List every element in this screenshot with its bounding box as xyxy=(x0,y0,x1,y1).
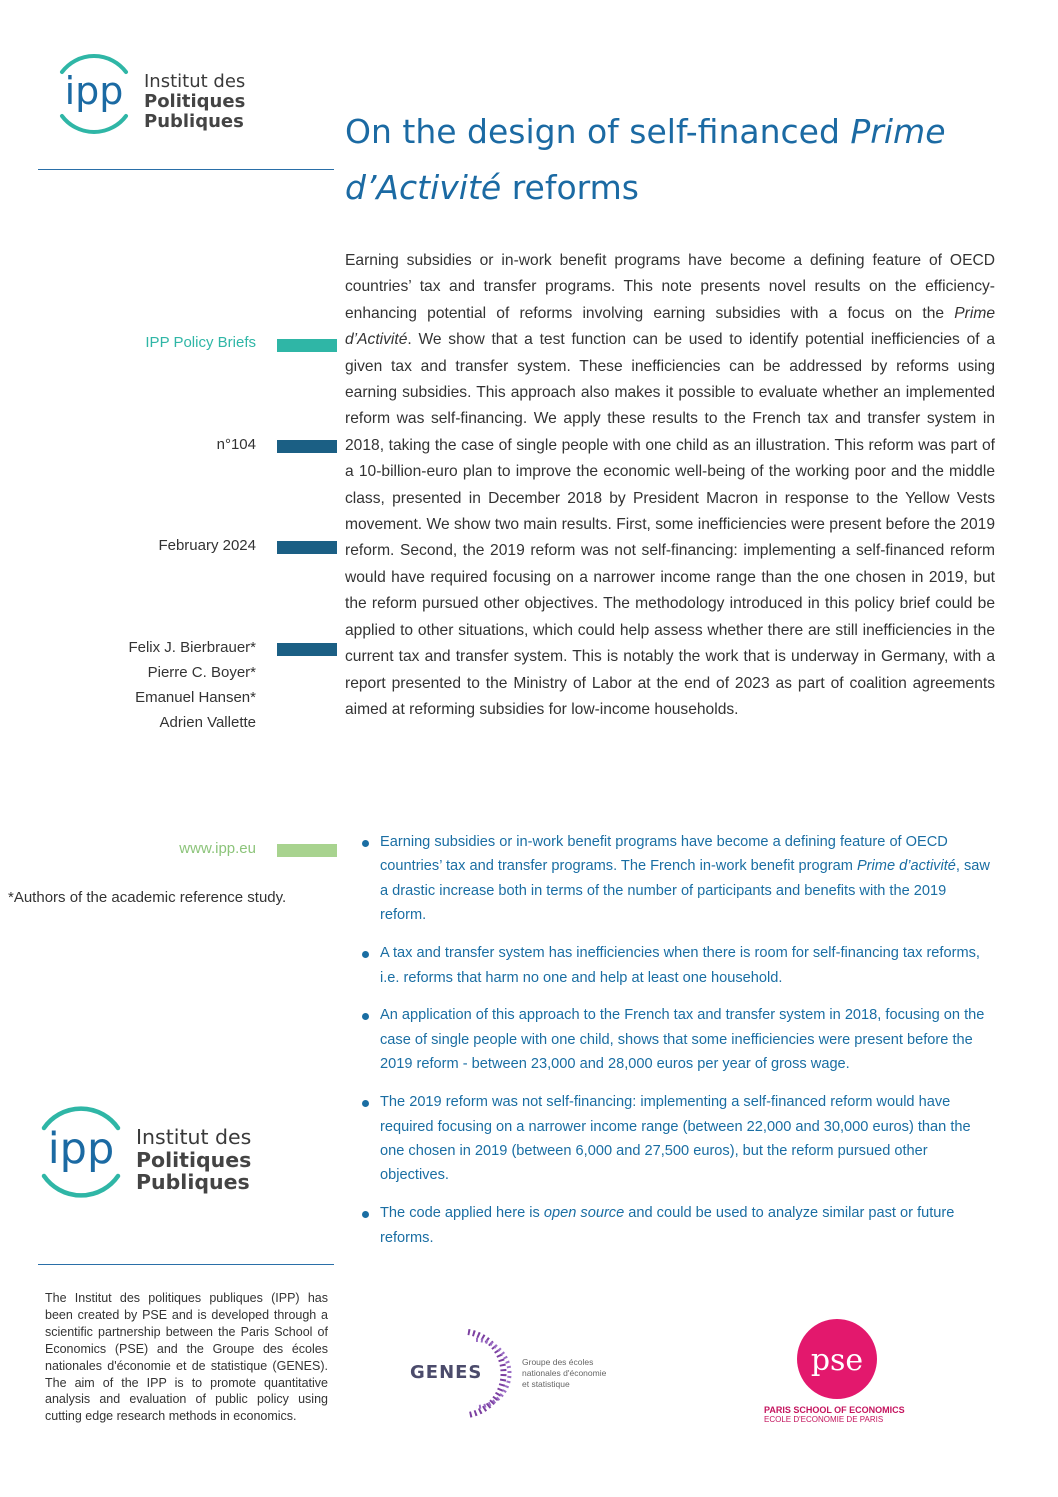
issue-number: n°104 xyxy=(216,436,256,453)
bullet-icon xyxy=(362,840,369,847)
logo-line1: Institut des xyxy=(144,71,246,92)
ipp-logo-word: ipp xyxy=(47,1124,115,1174)
ipp-logo-top xyxy=(52,42,332,146)
bullet-icon xyxy=(362,1211,369,1218)
pse-logo xyxy=(758,1318,918,1428)
issue-bar xyxy=(277,440,337,453)
ipp-logo-mark xyxy=(34,1094,128,1210)
logo-line2: Politiques Publiques xyxy=(144,90,246,132)
pse-name: PARIS SCHOOL OF ECONOMICS xyxy=(764,1405,905,1415)
bullet-icon xyxy=(362,951,369,958)
about-ipp: The Institut des politiques publiques (IPP) has been created by PSE and is developed through a scientific partnership between the Paris School of Economics (PSE) and the Groupe des écoles nationales d'économie et de statistique (GENES). The aim of the IPP is to promote quantitative analysis and evaluation of public policy using cutting edge research methods in economics. xyxy=(45,1291,328,1424)
ipp-logo-bottom xyxy=(34,1094,339,1210)
bullet-icon xyxy=(362,1100,369,1107)
genes-tagline-1: Groupe des écoles xyxy=(522,1357,594,1367)
key-points-list xyxy=(360,830,996,1264)
key-point: A tax and transfer system has inefficiencies when there is room for self-financing tax reforms, i.e. reforms that harm no one and help at least one household. xyxy=(360,941,996,990)
website-link[interactable]: www.ipp.eu xyxy=(179,840,256,857)
top-divider xyxy=(38,169,334,170)
author-2: Pierre C. Boyer* xyxy=(147,664,256,681)
publication-date: February 2024 xyxy=(158,537,256,554)
website-bar xyxy=(277,844,337,857)
key-point: The 2019 reform was not self-financing: implementing a self-financed reform would have required focusing on a narrower income range (between 22,000 and 30,000 euros) than the one chosen in 2019 (between 6,000 and 27,500 euros), but the reform pursued other objectives. xyxy=(360,1090,996,1188)
abstract: Earning subsidies or in-work benefit programs have become a defining feature of OECD countries’ tax and transfer programs. This note presents novel results on the efficiency-enhancing potential of reforms involving earning subsidies with a focus on the Prime d’Activité. We show that a test function can be used to identify potential inefficiencies of a given tax and transfer system. These inefficiencies can be addressed by reforms using earning subsidies. This approach also makes it possible to evaluate whether an implemented reform was self-financing. We apply these results to the French tax and transfer system in 2018, taking the case of single people with one child as an illustration. This reform was part of a 10-billion-euro plan to improve the economic well-being of the working poor and the middle class, presented in December 2018 by President Macron in response to the Yellow Vests movement. We show two main results. First, some inefficiencies were present before the 2019 reform. Second, the 2019 reform was not self-financing: implementing a self-financed reform would have required focusing on a narrower income range than the one chosen in 2019, but the reform pursued other objectives. The methodology introduced in this policy brief could be applied to other situations, which could help assess whether there are still inefficiencies in the current tax and transfer system. This is notably the work that is underway in Germany, with a report presented to the Ministry of Labor at the end of 2023 as part of coalition agreements aimed at reforming subsidies for low-income households. xyxy=(345,252,995,718)
ipp-logo-word: ipp xyxy=(64,69,124,113)
series-label: IPP Policy Briefs xyxy=(145,334,256,351)
pse-mark-icon xyxy=(796,1318,878,1400)
author-3: Emanuel Hansen* xyxy=(135,689,256,706)
authors-bar xyxy=(277,643,337,656)
genes-tagline-3: et statistique xyxy=(522,1379,570,1389)
genes-logo xyxy=(408,1326,628,1421)
logo-line2: Politiques Publiques xyxy=(136,1147,252,1195)
key-point: The code applied here is open source and could be used to analyze similar past or future reforms. xyxy=(360,1201,996,1250)
ipp-logo-mark xyxy=(52,42,136,146)
bullet-icon xyxy=(362,1013,369,1020)
pse-mark-text: pse xyxy=(810,1343,864,1378)
bottom-divider xyxy=(38,1264,334,1265)
series-bar xyxy=(277,339,337,352)
genes-name: GENES xyxy=(410,1362,483,1383)
author-1: Felix J. Bierbrauer* xyxy=(128,639,256,656)
key-point: An application of this approach to the French tax and transfer system in 2018, focusing on the case of single people with one child, shows that some inefficiencies were present before the 2019 reform - between 23,000 and 28,000 euros per year of gross wage. xyxy=(360,1003,996,1076)
date-bar xyxy=(277,541,337,554)
genes-tagline-2: nationales d'économie xyxy=(522,1368,607,1378)
authors-footnote: *Authors of the academic reference study. xyxy=(8,889,287,906)
page-title: On the design of self-financed Prime d’Activité reforms xyxy=(345,112,946,207)
pse-subname: ECOLE D'ECONOMIE DE PARIS xyxy=(764,1415,884,1424)
author-4: Adrien Vallette xyxy=(159,714,256,731)
logo-line1: Institut des xyxy=(136,1125,252,1149)
key-point: Earning subsidies or in-work benefit programs have become a defining feature of OECD countries’ tax and transfer programs. The French in-work benefit program Prime d’activité, saw a drastic increase both in terms of the number of participants and benefits with the 2019 reform. xyxy=(360,830,996,928)
